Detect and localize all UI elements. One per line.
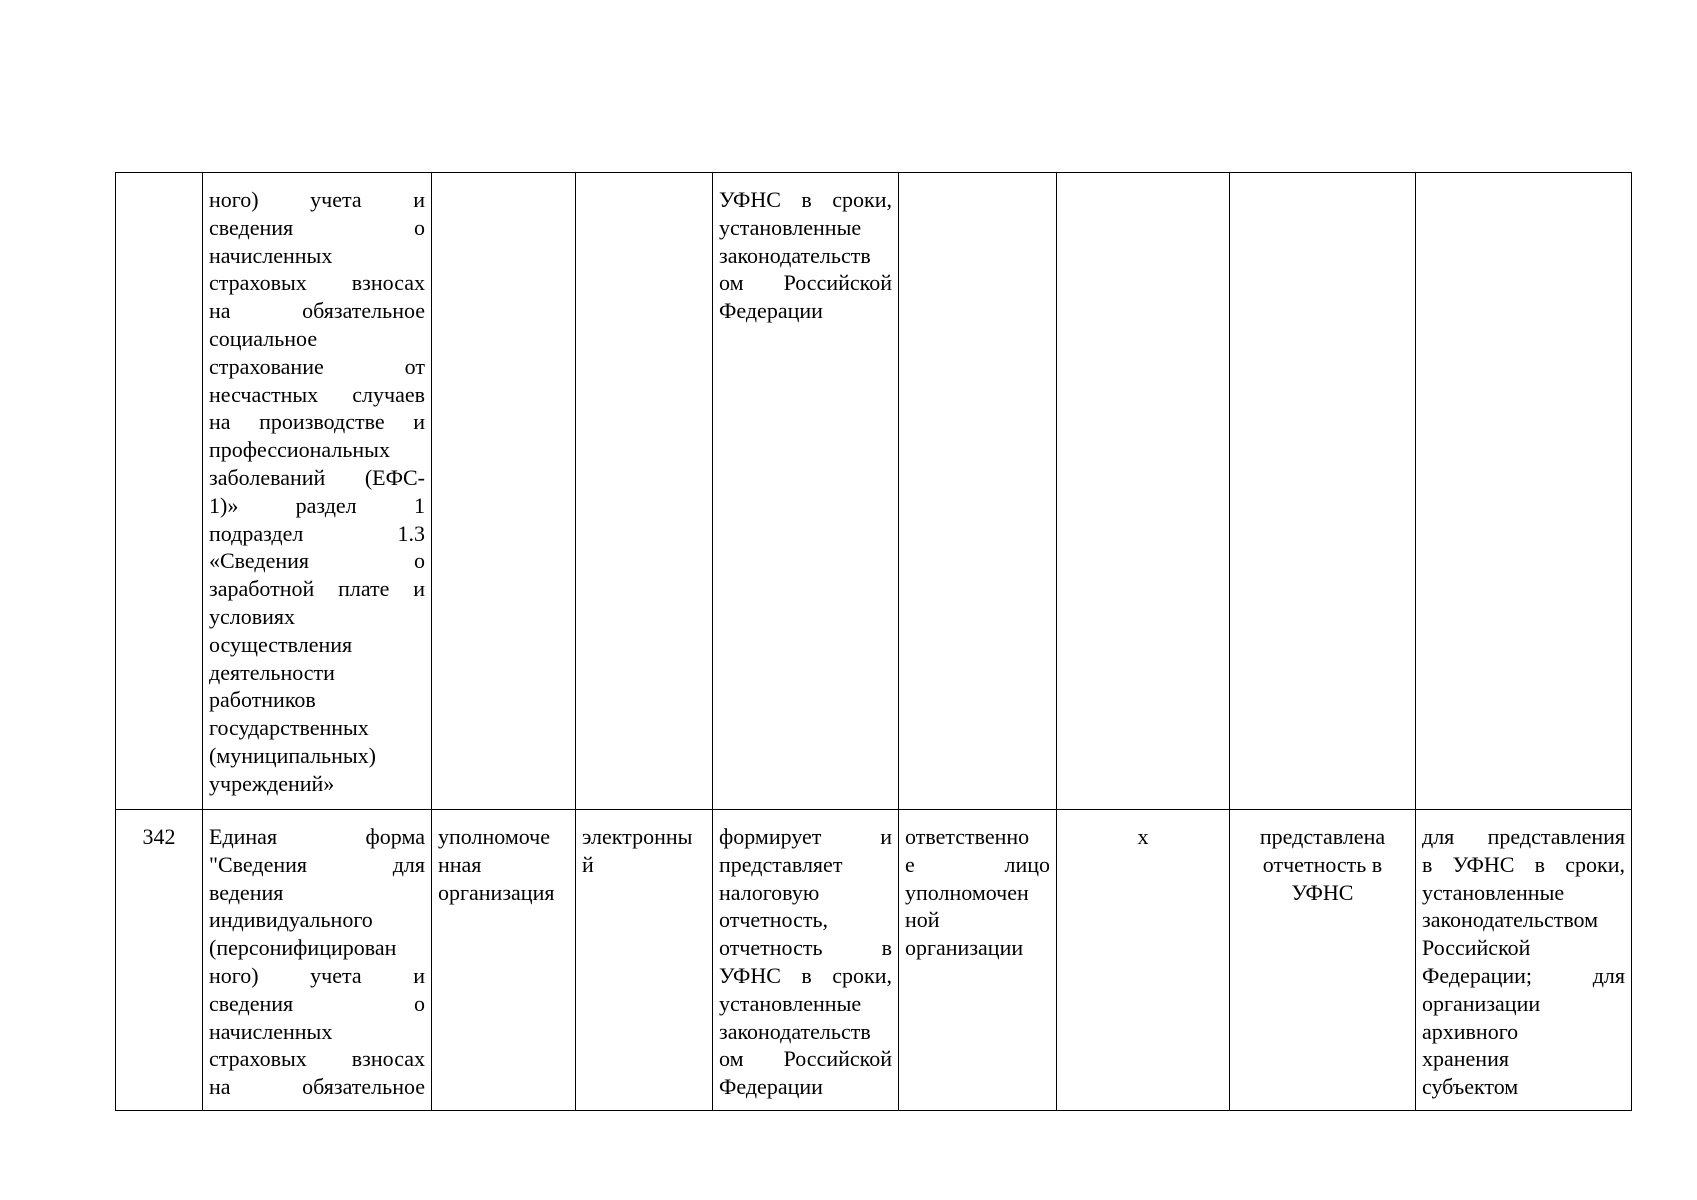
cell-text-line: законодательств [719, 242, 871, 268]
result-cell [1230, 810, 1416, 1111]
col7-cell [1057, 810, 1230, 1111]
cell-text-line: «Сведения о [209, 548, 425, 574]
cell-text-line: организация [438, 879, 555, 905]
purpose-cell [1416, 810, 1632, 1111]
cell-text-line: архивного [1422, 1018, 1519, 1044]
col7-cell [1057, 173, 1230, 810]
cell-text-line: УФНС в сроки, [719, 962, 892, 988]
submitter-cell [432, 810, 576, 1111]
cell-text-line: индивидуального [209, 907, 373, 933]
cell-text-line: ного) учета и [209, 962, 425, 988]
result-cell [1230, 173, 1416, 810]
cell-text-line: для представления [1422, 824, 1625, 849]
cell-text-line: формирует и [719, 824, 892, 849]
cell-text-line: установленные [719, 214, 862, 240]
form-type-cell [576, 810, 713, 1111]
cell-text-line: ного) учета и [209, 187, 425, 212]
cell-text-line: профессиональных [209, 437, 390, 463]
cell-text-line: осуществления [209, 631, 353, 657]
form-name-cell [203, 173, 432, 810]
row-number-cell [116, 173, 203, 810]
cell-text-line: на производстве и [209, 409, 425, 435]
cell-text-line: сведения о [209, 214, 425, 240]
cell-text-line: сведения о [209, 990, 425, 1016]
cell-text-line: в УФНС в сроки, [1422, 851, 1625, 877]
registry-table [115, 172, 1632, 1111]
cell-text-line: заболеваний (ЕФС- [209, 464, 425, 490]
cell-text-line: субъектом [1422, 1074, 1519, 1100]
procedure-cell [713, 810, 899, 1111]
cell-text-line: "Сведения для [209, 851, 425, 877]
cell-text-line: законодательств [719, 1018, 871, 1044]
cell-text-line: й [582, 851, 594, 877]
cell-text-line: установленные [1422, 879, 1565, 905]
cell-text-line: (персонифицирован [209, 935, 397, 961]
cell-text-line: нная [438, 851, 482, 877]
cell-text-line: на обязательное [209, 298, 425, 324]
submitter-cell [432, 173, 576, 810]
cell-text-line: организации [1422, 990, 1541, 1016]
cell-text-line: социальное [209, 325, 318, 351]
cell-text-line: ной [905, 907, 940, 933]
cell-text-line: (муниципальных) [209, 742, 376, 768]
cell-text-line: условиях [209, 603, 296, 629]
cell-text-line: ведения [209, 879, 284, 905]
cell-text-line: УФНС в сроки, [719, 187, 892, 212]
cell-text-line: деятельности [209, 659, 335, 685]
cell-text-line: страхование от [209, 353, 425, 379]
cell-text-line: начисленных [209, 242, 333, 268]
cell-text-line: подраздел 1.3 [209, 520, 425, 546]
cell-text-line: страховых взносах [209, 270, 425, 296]
cell-text-line: ом Российской [719, 270, 892, 296]
table-row [116, 173, 1632, 810]
cell-text-line: установленные [719, 990, 862, 1016]
cell-text-line: Федерации [719, 1074, 823, 1100]
cell-text-line: Федерации [719, 298, 823, 324]
cell-text-line: заработной плате и [209, 576, 425, 602]
cell-text-line: ом Российской [719, 1046, 892, 1072]
cell-text-line: начисленных [209, 1018, 333, 1044]
cell-text-line: законодательством [1422, 907, 1599, 933]
responsible-cell [899, 810, 1057, 1111]
row-number: 342 [142, 824, 176, 849]
cell-text-line: уполномоче [438, 824, 550, 849]
cell-text-line: представлена [1259, 824, 1386, 849]
table-row [116, 810, 1632, 1111]
col7-value: х [1137, 824, 1149, 849]
cell-text-line: 1)» раздел 1 [209, 492, 425, 518]
cell-text-line: Российской [1422, 935, 1531, 961]
cell-text-line: работников [209, 687, 316, 713]
form-name-cell [203, 810, 432, 1111]
cell-text-line: отчетность в [719, 935, 892, 961]
cell-text-line: уполномочен [905, 879, 1029, 905]
cell-text-line: страховых взносах [209, 1046, 425, 1072]
cell-text-line: представляет [719, 851, 843, 877]
cell-text-line: учреждений» [209, 770, 335, 796]
cell-text-line: хранения [1422, 1046, 1509, 1072]
cell-text-line: ответственно [905, 824, 1030, 849]
cell-text-line: е лицо [905, 851, 1050, 877]
cell-text-line: несчастных случаев [209, 381, 425, 407]
cell-text-line: налоговую [719, 879, 820, 905]
cell-text-line: Единая форма [209, 824, 425, 849]
procedure-cell [713, 173, 899, 810]
row-number-cell [116, 810, 203, 1111]
cell-text-line: Федерации; для [1422, 962, 1625, 988]
responsible-cell [899, 173, 1057, 810]
cell-text-line: отчетность в [1262, 851, 1383, 877]
cell-text-line: государственных [209, 715, 369, 741]
form-type-cell [576, 173, 713, 810]
cell-text-line: электронны [582, 824, 693, 849]
cell-text-line: на обязательное [209, 1074, 425, 1100]
purpose-cell [1416, 173, 1632, 810]
cell-text-line: организации [905, 935, 1024, 961]
cell-text-line: отчетность, [719, 907, 829, 933]
cell-text-line: УФНС [1291, 879, 1354, 905]
